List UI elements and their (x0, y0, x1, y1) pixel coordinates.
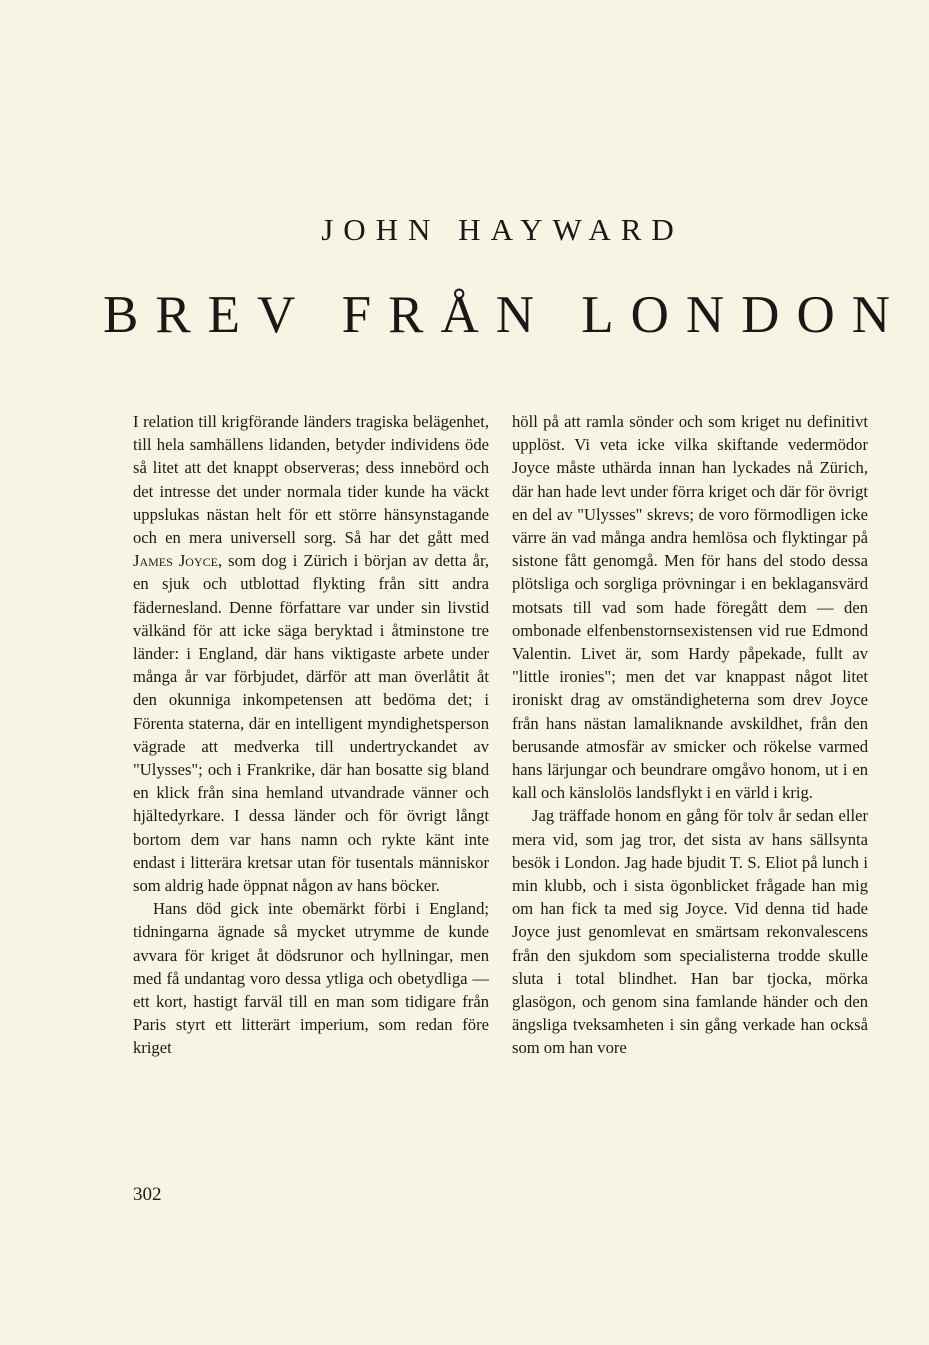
article-title: BREV FRÅN LONDON (102, 286, 908, 344)
paragraph: höll på att ramla sönder och som kriget nu definitivt upplöst. Vi veta icke vilka skiftande vedermödor Joyce måste uthärda innan han lyckades nå Zürich, där han hade levt under förra kriget och där för övrigt en del av "Ulysses" skrevs; de voro förmodligen icke värre än vad många andra hemlösa och flyktingar på sistone fått genomgå. Men för hans del stodo dessa plötsliga och sorgliga prövningar i en beklagansvärd motsats till vad som hade föregått dem — den ombonade elfenbenstornsexistensen vid rue Edmond Valentin. Livet är, som Hardy påpekade, fullt av "little ironies"; men det var knappast något litet ironiskt drag av omständigheterna som drev Joyce från hans nästan lamaliknande avskildhet, från den berusande atmosfär av smicker och rökelse varmed hans lärjungar och beundrare omgåvo honom, ut i en kall och känslolös landsflykt i en värld i krig. (512, 412, 868, 803)
author-name: JOHN HAYWARD (321, 212, 684, 247)
paragraph: Hans död gick inte obemärkt förbi i England; tidningarna ägnade så mycket utrymme de kunde avvara för kriget åt dödsrunor och hyllningar, men med få undantag voro dessa ytliga och obetydliga — ett kort, hastigt farväl till en man som tidigare från Paris styrt ett litterärt imperium, som redan före kriget (133, 899, 489, 1058)
paragraph-text: I relation till krigförande länders tragiska belägenhet, till hela samhällens lidanden, betyder individens öde så litet att det knappt observeras; dess innebörd och det intresse det under normala tider kunde ha väckt uppslukas nästan helt för ett större hänsynstagande och en mera universell sorg. Så har det gått med (133, 412, 489, 548)
person-name: James Joyce (133, 551, 218, 571)
text-column-left (133, 410, 489, 1060)
page-number: 302 (133, 1184, 162, 1205)
paragraph (133, 410, 489, 897)
text-column-right (512, 410, 868, 1060)
paragraph: Jag träffade honom en gång för tolv år sedan eller mera vid, som jag tror, det sista av hans sällsynta besök i London. Jag hade bjudit T. S. Eliot på lunch i min klubb, och i sista ögonblicket frågade han mig om han fick ta med sig Joyce. Vid denna tid hade Joyce just genomlevat en smärtsam rekonvalescens från den sjukdom som specialisterna trodde skulle sluta i total blindhet. Han bar tjocka, mörka glasögon, och genom sina famlande händer och den ängsliga tveksamheten i sin gång verkade han också som om han vore (512, 806, 868, 1058)
paragraph-text: , som dog i Zürich i början av detta år, en sjuk och utblottad flykting från sitt andra fädernesland. Denne författare var under sin livstid välkänd för att icke säga beryktad i åtminstone tre länder: i England, där hans viktigaste arbete under många år var förbjudet, därför att man överlåtit åt den okunniga inkompetensen att bedöma det; i Förenta staterna, där en intelligent myndighetsperson vägrade att medverka till undertryckandet av "Ulysses"; och i Frankrike, där han bosatte sig bland en klick från sina hemland utvandrade vänner och hjältedyrkare. I dessa länder och för övrigt långt bortom dem var hans namn och rykte känt inte endast i litterära kretsar utan för tusentals människor som aldrig hade öppnat någon av hans böcker. (133, 551, 489, 896)
